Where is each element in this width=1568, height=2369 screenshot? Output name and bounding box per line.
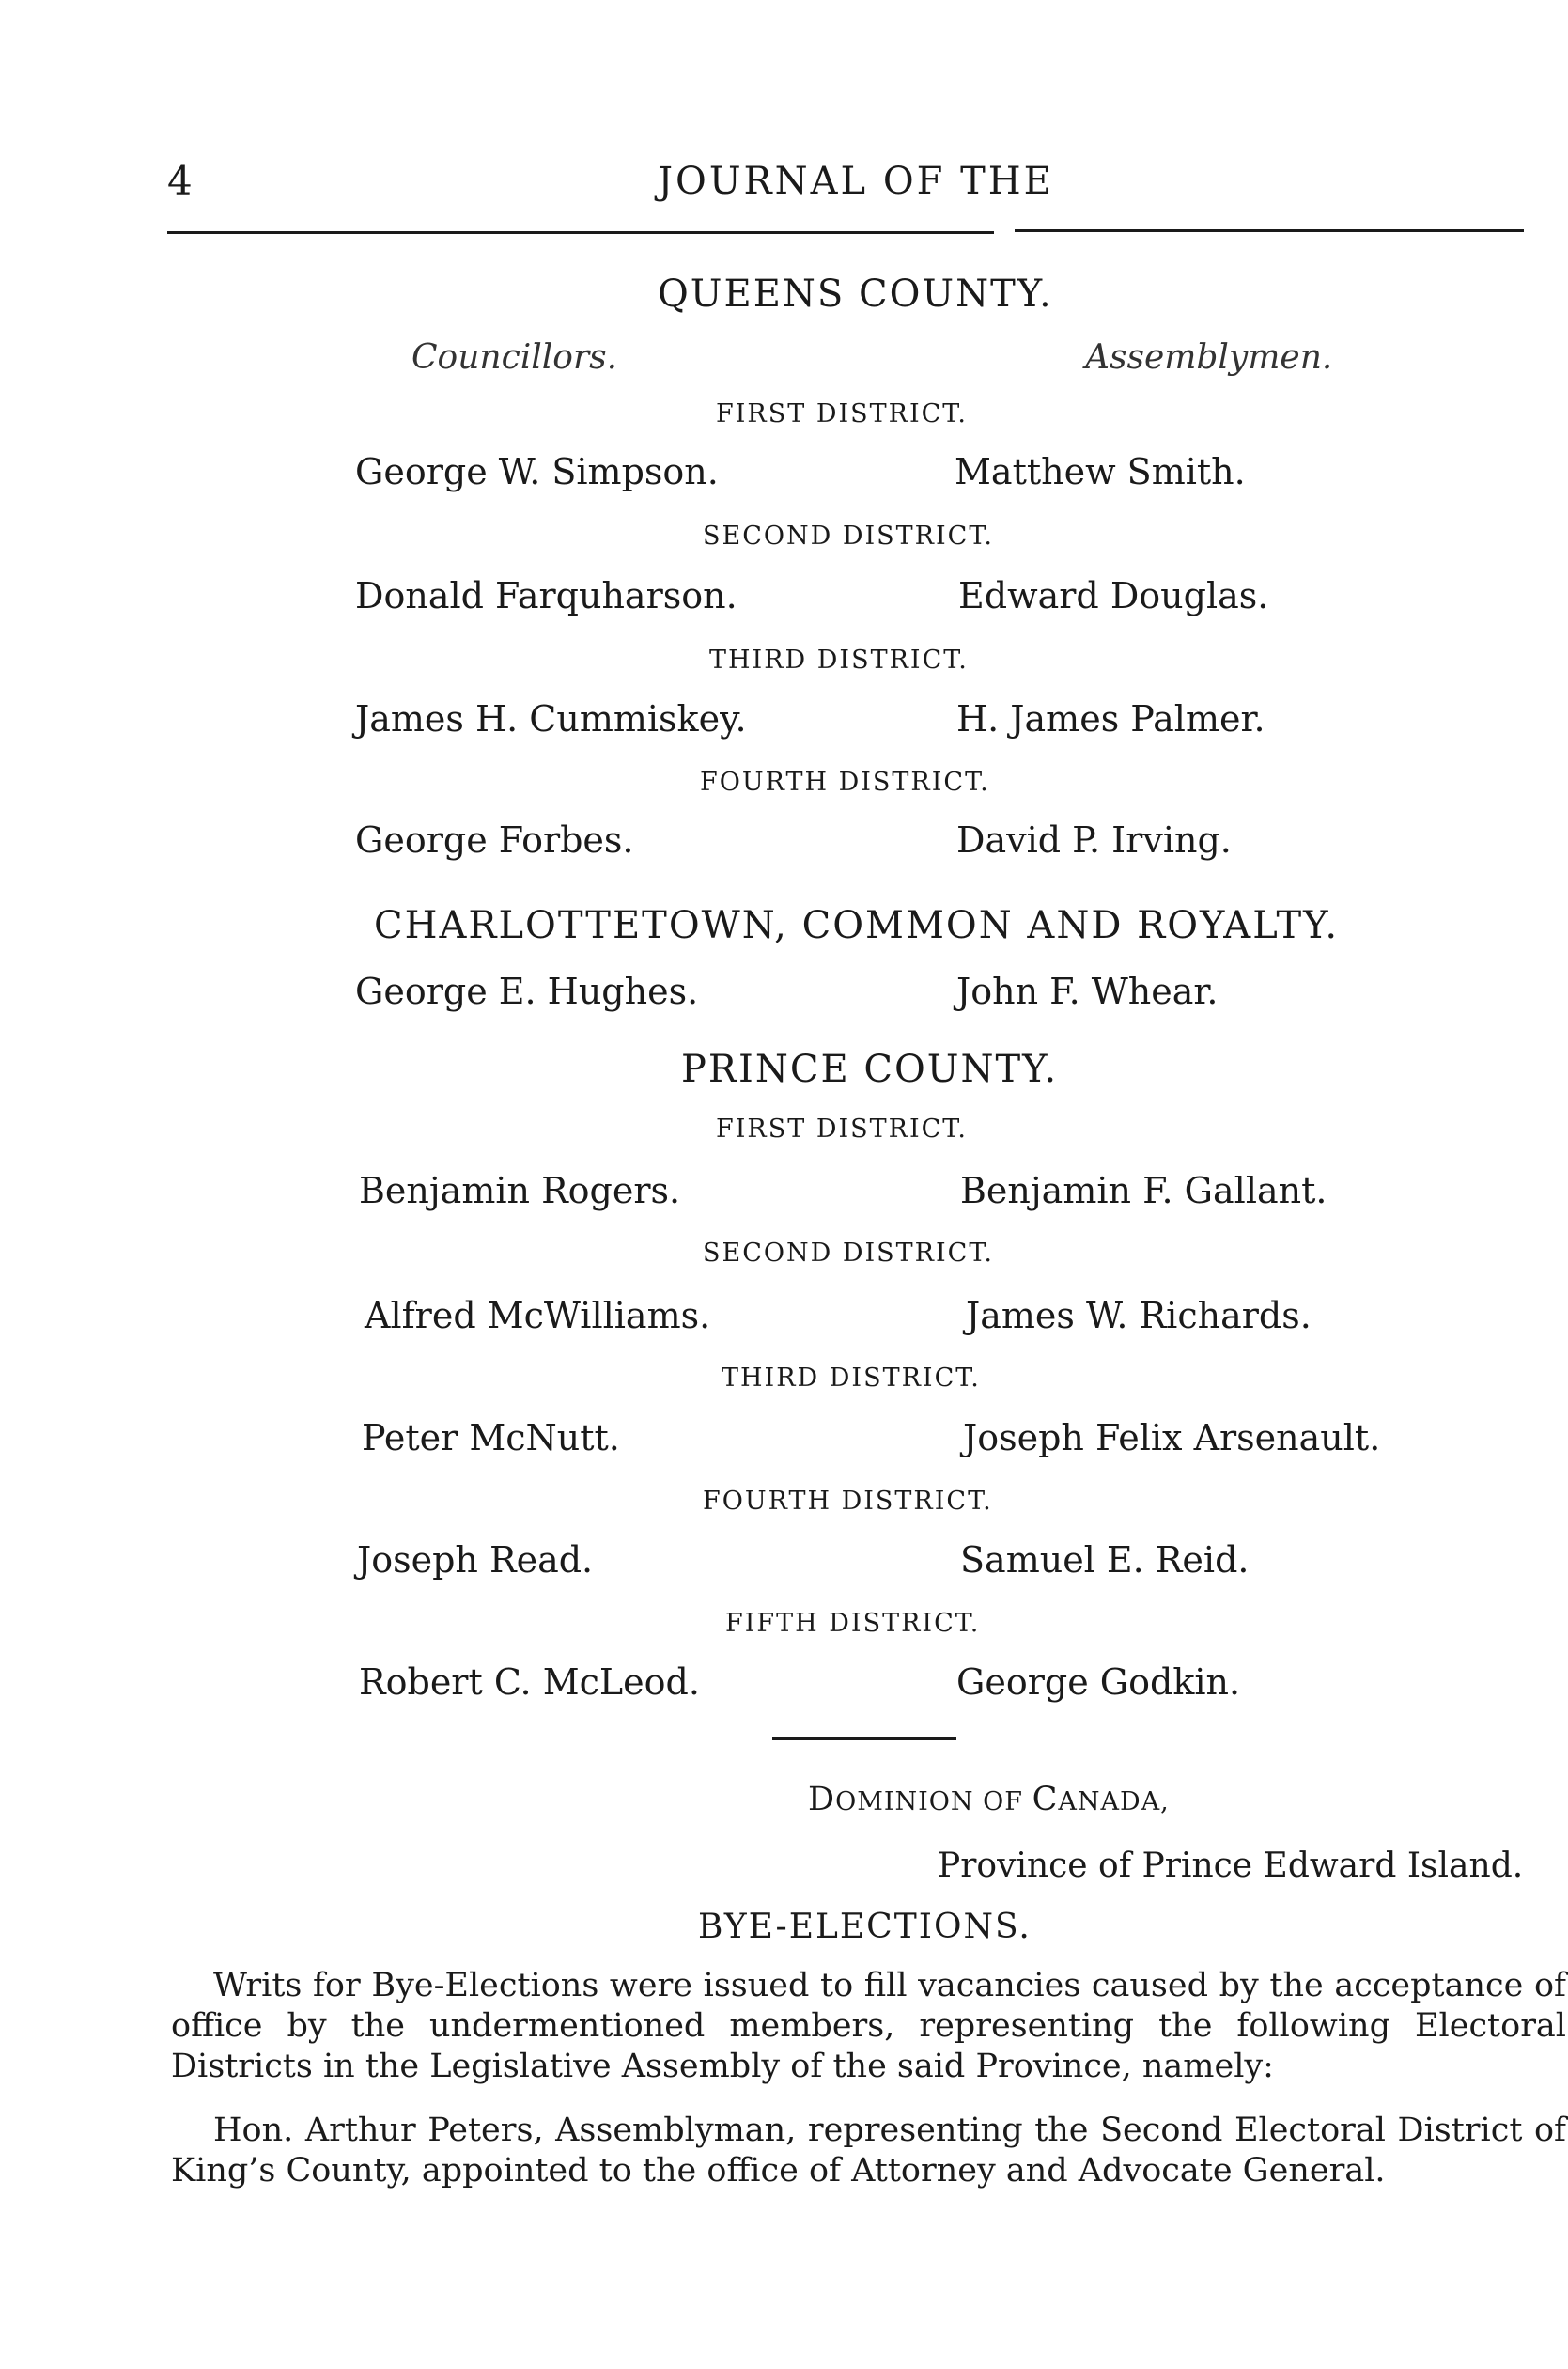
queens-county-heading: QUEENS COUNTY. — [658, 273, 1053, 316]
assemblyman-name: Benjamin F. Gallant. — [960, 1170, 1327, 1211]
district-heading: THIRD DISTRICT. — [722, 1364, 981, 1393]
running-title: JOURNAL OF THE — [658, 160, 1054, 203]
councillor-name: George Forbes. — [355, 819, 634, 861]
assemblyman-name: John F. Whear. — [956, 971, 1219, 1012]
district-heading: FOURTH DISTRICT. — [700, 768, 990, 797]
councillor-name: Joseph Read. — [357, 1539, 594, 1581]
councillor-name: Donald Farquharson. — [355, 575, 737, 616]
header-rule-left — [167, 231, 994, 234]
dominion-heading — [808, 1781, 1170, 1818]
dominion-initial-d: D — [808, 1781, 836, 1818]
header-rule-right — [1015, 229, 1524, 232]
district-heading: FIFTH DISTRICT. — [725, 1609, 981, 1638]
dominion-rest: OMINION OF — [835, 1787, 1032, 1816]
councillor-name: Alfred McWilliams. — [365, 1295, 711, 1336]
councillors-label: Councillors. — [411, 338, 618, 377]
district-heading: SECOND DISTRICT. — [703, 1239, 994, 1268]
councillor-name: Benjamin Rogers. — [359, 1170, 681, 1211]
dominion-initial-c: C — [1032, 1781, 1059, 1818]
bye-elections-heading: BYE-ELECTIONS. — [698, 1908, 1032, 1946]
assemblyman-name: Edward Douglas. — [958, 575, 1269, 616]
assemblyman-name: George Godkin. — [956, 1661, 1241, 1703]
assemblyman-name: Matthew Smith. — [955, 451, 1246, 492]
district-heading: SECOND DISTRICT. — [703, 522, 994, 551]
councillor-name: George E. Hughes. — [355, 971, 699, 1012]
canada-rest: ANADA, — [1058, 1787, 1170, 1816]
assemblyman-name: H. James Palmer. — [956, 698, 1265, 740]
bye-elections-paragraph: Writs for Bye-Elections were issued to fill vacancies caused by the acceptance of office by the undermentioned members, representing the following Electoral Districts in the Legislative Assembly of the said Province, namely: — [171, 1967, 1566, 2085]
assemblymen-label: Assemblymen. — [1085, 338, 1333, 377]
prince-county-heading: PRINCE COUNTY. — [681, 1048, 1059, 1091]
district-heading: FOURTH DISTRICT. — [703, 1487, 993, 1516]
appointment-paragraph: Hon. Arthur Peters, Assemblyman, representing the Second Electoral District of King’s County, appointed to the office of Attorney and Advocate General. — [171, 2112, 1566, 2190]
councillor-name: Robert C. McLeod. — [359, 1661, 700, 1703]
page-number: 4 — [167, 158, 193, 204]
councillor-name: James H. Cummiskey. — [355, 698, 747, 740]
assemblyman-name: Samuel E. Reid. — [960, 1539, 1250, 1581]
councillor-name: George W. Simpson. — [355, 451, 719, 492]
assemblyman-name: Joseph Felix Arsenault. — [963, 1417, 1381, 1458]
district-heading: THIRD DISTRICT. — [709, 646, 969, 675]
councillor-name: Peter McNutt. — [362, 1417, 620, 1458]
assemblyman-name: James W. Richards. — [966, 1295, 1312, 1336]
charlottetown-heading: CHARLOTTETOWN, COMMON AND ROYALTY. — [374, 904, 1340, 947]
district-heading: FIRST DISTRICT. — [716, 1114, 968, 1144]
section-divider — [772, 1737, 956, 1740]
district-heading: FIRST DISTRICT. — [716, 399, 968, 429]
assemblyman-name: David P. Irving. — [956, 819, 1232, 861]
province-line: Province of Prince Edward Island. — [938, 1847, 1524, 1885]
